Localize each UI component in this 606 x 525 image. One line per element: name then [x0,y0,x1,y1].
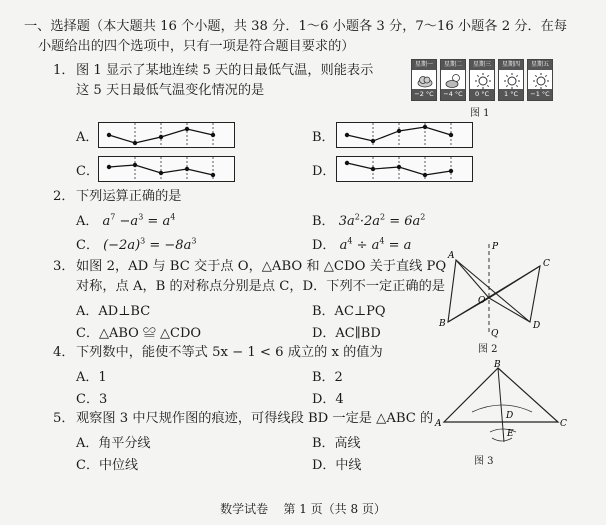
q2-option-c[interactable] [76,234,196,253]
exponent: 3 [191,236,197,246]
q4-option-d[interactable]: D．4 [312,392,344,407]
q3-option-c[interactable]: C．△ABO ≌ △CDO [76,326,202,341]
q4-number: 4． [53,345,75,360]
math: ·2a [359,214,380,229]
page-footer [0,500,606,517]
q4-option-c[interactable]: C．3 [76,392,108,407]
q1-option-a-graph[interactable] [98,122,235,148]
math: = a [388,238,412,253]
label-b: B [439,319,446,329]
q4-option-a[interactable]: A．1 [76,370,107,385]
weather-day-label: 星期二 [441,60,465,70]
q5-option-a[interactable]: A．角平分线 [76,436,151,451]
q2-stem: 下列运算正确的是 [76,189,182,204]
weather-temp: 1 °C [499,89,523,100]
label-d: D [533,321,541,331]
q2-option-b[interactable] [312,210,425,229]
q3-stem-line1: 如图 2，AD 与 BC 交于点 O，△ABO 和 △CDO 关于直线 PQ [76,259,447,274]
figure-1-weather [411,59,553,101]
q1-option-b-label[interactable]: B． [312,130,335,145]
arc-upper [472,405,532,412]
math: 3a [338,214,355,229]
weather-temp: 0 °C [470,89,494,100]
label-b: B [494,360,501,370]
figure-2-symmetry [436,240,556,338]
label-d: D [506,411,514,421]
q5-option-b[interactable]: B．高线 [312,436,361,451]
line-ad [456,260,530,322]
q2-option-d[interactable] [312,234,411,253]
q1-number: 1． [53,63,75,78]
exponent: 3 [138,212,144,222]
exponent: 3 [140,236,146,246]
option-label: D． [312,238,336,253]
q5-number: 5． [53,411,75,426]
q1-option-a-label[interactable]: A． [76,130,99,145]
label-p: P [492,242,499,252]
label-q: Q [491,329,499,338]
weather-day-2 [440,59,466,101]
weather-day-5 [527,59,553,101]
q1-option-d-label[interactable]: D． [312,164,336,179]
figure-2-caption: 图 2 [478,344,498,355]
q3-number: 3． [53,259,75,274]
math: a [102,214,111,229]
label-c: C [560,419,567,429]
label-e: E [507,429,514,439]
q1-stem-line2: 这 5 天日最低气温变化情况的是 [76,83,265,98]
weather-temp: −1 °C [528,89,552,100]
math: (−2a) [103,238,141,253]
weather-day-label: 星期一 [412,60,436,70]
q1-option-c-label[interactable]: C． [76,164,99,179]
math: a [339,238,348,253]
q3-stem-line2: 对称，点 A，B 的对称点分别是点 C，D．下列不一定正确的是 [76,279,445,294]
line-bc [448,266,540,322]
cloud-sun-icon [445,72,463,90]
weather-day-4 [498,59,524,101]
sun-icon [503,72,521,90]
math: −a [119,214,139,229]
label-o: O [478,296,486,306]
label-a: A [448,251,455,261]
math: = −8a [149,238,192,253]
triangle-abo [448,260,489,322]
exponent: 4 [379,236,385,246]
label-a: A [435,419,442,429]
q1-stem-line1: 图 1 显示了某地连续 5 天的日最低气温，则能表示 [76,63,374,78]
weather-temp: −4 °C [441,89,465,100]
q5-stem: 观察图 3 中尺规作图的痕迹，可得线段 BD 一定是 △ABC 的 [76,411,434,426]
math: = 6a [389,214,421,229]
weather-temp: −2 °C [412,89,436,100]
figure-3-caption: 图 3 [474,456,494,467]
footer-page-number: 第 1 页（共 8 页） [283,502,386,516]
weather-day-label: 星期五 [528,60,552,70]
figure-1-caption: 图 1 [470,108,490,119]
sun-icon [532,72,550,90]
exponent: 7 [110,212,116,222]
exponent: 4 [170,212,176,222]
q5-option-d[interactable]: D．中线 [312,458,362,473]
exponent: 2 [354,212,360,222]
option-label: C． [76,238,99,253]
exponent: 2 [379,212,386,222]
math: ÷ a [356,238,380,253]
label-c: C [543,259,550,269]
math: = a [147,214,171,229]
q1-option-c-graph[interactable] [98,156,235,182]
weather-day-3 [469,59,495,101]
option-label: A． [76,214,99,229]
q2-option-a[interactable] [76,210,175,229]
exponent: 4 [347,236,353,246]
q3-option-b[interactable]: B．AC⊥PQ [312,304,386,319]
q5-option-c[interactable]: C．中位线 [76,458,138,473]
q4-option-b[interactable]: B．2 [312,370,343,385]
q2-number: 2． [53,189,75,204]
footer-subject: 数学试卷 [220,502,269,516]
figure-3-construction [432,360,570,452]
cloud-icon [416,72,434,90]
sun-icon [474,72,492,90]
weather-day-label: 星期四 [499,60,523,70]
exponent: 2 [420,212,426,222]
section-heading-line2: 小题给出的四个选项中，只有一项是符合题目要求的） [38,39,355,54]
weather-day-label: 星期三 [470,60,494,70]
option-label: B． [312,214,335,229]
triangle-abc [444,368,558,422]
section-heading-line1: 一、选择题（本大题共 16 个小题，共 38 分．1～6 小题各 3 分，7～16 小题各 2 分．在每 [24,19,568,34]
q3-option-a[interactable]: A．AD⊥BC [76,304,151,319]
q1-option-b-graph[interactable] [336,122,473,148]
weather-day-1 [411,59,437,101]
q3-option-d[interactable]: D．AC∥BD [312,326,381,341]
q1-option-d-graph[interactable] [336,156,473,182]
q4-stem: 下列数中，能使不等式 5x − 1 < 6 成立的 x 的值为 [76,345,383,360]
